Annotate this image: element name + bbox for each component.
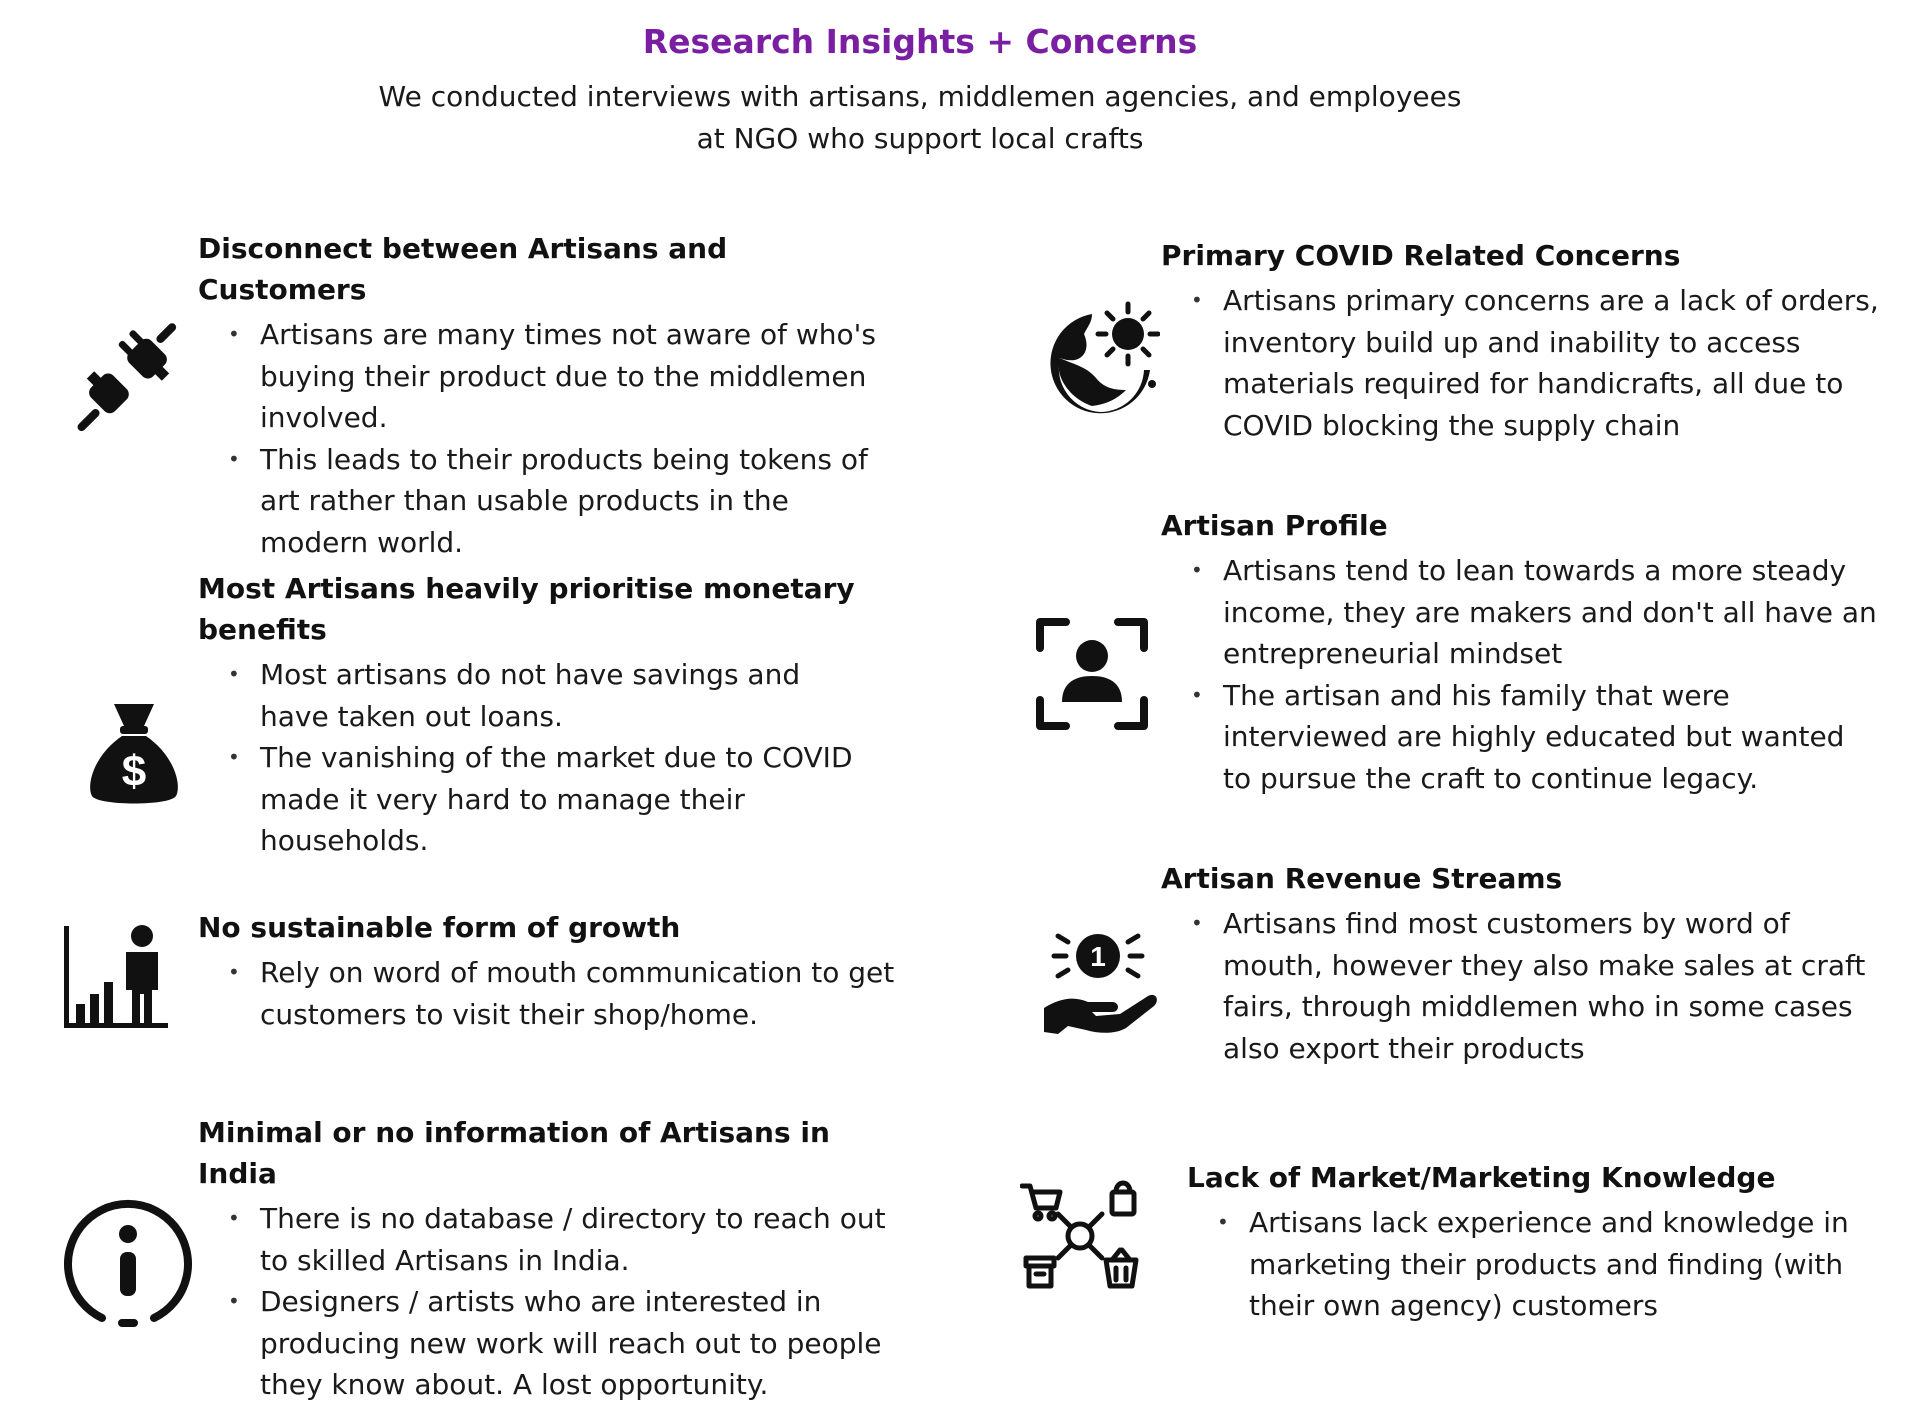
info-icon	[62, 1196, 194, 1328]
bullet-item: • Rely on word of mouth communication to get customers to visit their shop/home.	[198, 952, 898, 1035]
unplugged-icon	[70, 318, 186, 434]
bullet-list	[198, 314, 898, 563]
bullet-item: • Artisans find most customers by word of mouth, however they also make sales at craft fairs, through middlemen who in some cases also export their products	[1161, 903, 1881, 1069]
growth-chart-person-icon	[62, 924, 170, 1030]
bullet-list	[1161, 280, 1881, 446]
section-heading: Most Artisans heavily prioritise monetary benefits	[198, 572, 855, 646]
section-revenue	[1161, 858, 1881, 1069]
section-monetary	[198, 568, 858, 862]
globe-virus-icon	[1040, 300, 1160, 424]
profile-scan-icon	[1036, 618, 1148, 730]
section-heading: No sustainable form of growth	[198, 911, 681, 944]
rank-number: 1	[1090, 941, 1106, 972]
section-disconnect	[198, 228, 898, 563]
bullet-list	[1161, 550, 1881, 799]
bullet-item: • Artisans are many times not aware of who's buying their product due to the middlemen involved.	[198, 314, 898, 439]
money-symbol: $	[121, 747, 147, 796]
bullet-item: • The artisan and his family that were interviewed are highly educated but wanted to pursue the craft to continue legacy.	[1161, 675, 1881, 800]
section-heading: Artisan Revenue Streams	[1161, 862, 1563, 895]
bullet-item: • Artisans tend to lean towards a more steady income, they are makers and don't all have an entrepreneurial mindset	[1161, 550, 1881, 675]
bullet-list	[1187, 1202, 1887, 1327]
bullet-list	[198, 952, 898, 1035]
section-profile	[1161, 505, 1881, 799]
section-heading: Primary COVID Related Concerns	[1161, 239, 1681, 272]
bullet-item: • Designers / artists who are interested in producing new work will reach out to people they know about. A lost opportunity.	[198, 1281, 898, 1406]
section-covid	[1161, 235, 1881, 446]
market-network-icon	[1020, 1178, 1140, 1290]
section-heading: Lack of Market/Marketing Knowledge	[1187, 1161, 1776, 1194]
bullet-list	[1161, 903, 1881, 1069]
subtitle-line-1: We conducted interviews with artisans, middlemen agencies, and employees	[378, 80, 1462, 113]
page-subtitle	[0, 76, 1840, 160]
bullet-item: • Artisans primary concerns are a lack of orders, inventory build up and inability to access materials required for handicrafts, all due to COVID blocking the supply chain	[1161, 280, 1881, 446]
bullet-item: • There is no database / directory to reach out to skilled Artisans in India.	[198, 1198, 898, 1281]
section-growth	[198, 907, 898, 1035]
bullet-list	[198, 654, 858, 862]
bullet-item: • This leads to their products being tokens of art rather than usable products in the modern world.	[198, 439, 898, 564]
section-heading: Disconnect between Artisans and Customers	[198, 232, 728, 306]
bullet-item: • Artisans lack experience and knowledge in marketing their products and finding (with their own agency) customers	[1187, 1202, 1887, 1327]
hand-coin-icon	[1040, 928, 1160, 1040]
section-heading: Minimal or no information of Artisans in India	[198, 1116, 830, 1190]
bullet-item: • The vanishing of the market due to COVID made it very hard to manage their households.	[198, 737, 858, 862]
bullet-item: • Most artisans do not have savings and have taken out loans.	[198, 654, 858, 737]
section-marketing	[1187, 1157, 1887, 1327]
section-information	[198, 1112, 898, 1406]
money-bag-icon	[84, 700, 184, 810]
page-title: Research Insights + Concerns	[642, 22, 1198, 61]
section-heading: Artisan Profile	[1161, 509, 1388, 542]
subtitle-line-2: at NGO who support local crafts	[696, 122, 1144, 155]
bullet-list	[198, 1198, 898, 1406]
